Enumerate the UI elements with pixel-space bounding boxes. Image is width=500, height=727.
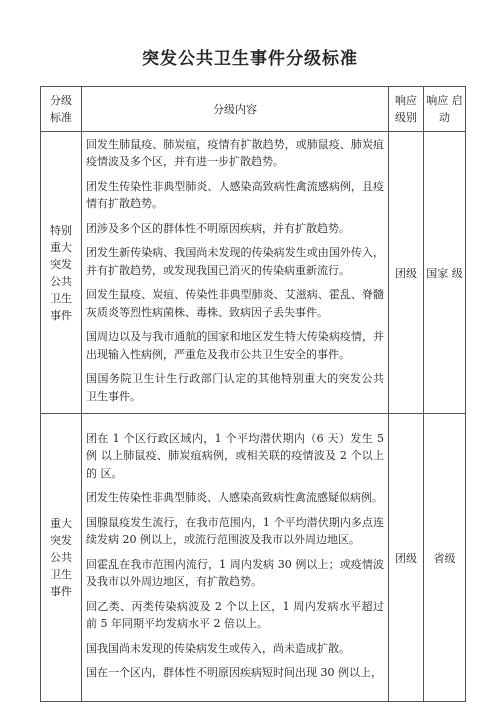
category-cell: 特别 重大 突发 公共 卫生 事件: [41, 132, 82, 414]
header-activation: 响应 启 动: [424, 87, 466, 132]
activation-level-cell: 省级: [424, 414, 466, 702]
criterion-item: 国腺鼠疫发生流行，在我市范围内，1 个平均潜伏期内多点连 续发病 20 例以上，或流行范围波及我市以外周边地区。: [86, 515, 384, 546]
response-grade-cell: 团级: [389, 414, 424, 702]
header-content: 分级内容: [82, 87, 389, 132]
criterion-item: 团涉及多个区的群体性不明原因疾病，并有扩散趋势。: [86, 221, 350, 235]
criterion-item: 回发生肺鼠疫、肺炭疽，疫情有扩散趋势，或肺鼠疫、肺炭疽 疫情波及多个区，并有进一步扩散趋势。: [86, 137, 384, 169]
criterion-item: 团发生新传染病、我国尚未发现的传染病发生或由国外传入，并有扩散趋势，或发现我国已消灭的传染病重新流行。: [86, 246, 384, 277]
criterion-item: 回霍乱在我市范围内流行，1 周内发病 30 例以上；或疫情波及我市以外周边地区，有扩散趋势。: [86, 557, 384, 588]
criterion-item: 国周边以及与我市通航的国家和地区发生特大传染病疫情，并出现输入性病例，严重危及我市公共卫生安全的事件。: [86, 330, 384, 361]
content-cell: [82, 414, 389, 702]
criterion-item: 团发生传染性非典型肺炎、人感染高致病性禽流感疑似病例。: [86, 491, 383, 504]
table-header-row: [41, 87, 466, 132]
table-row: [41, 414, 466, 702]
criterion-item: 团发生传染性非典型肺炎、人感染高致病性禽流感病例，且疫 情有扩散趋势。: [86, 179, 384, 211]
page-title: 突发公共卫生事件分级标准: [142, 49, 358, 69]
grading-table: [40, 86, 466, 702]
activation-level-cell: 国家 级: [424, 132, 466, 414]
table-row: [41, 132, 466, 414]
criterion-item: 团在 1 个区行政区域内，1 个平均潜伏期内（6 天）发生 5 例 以上肺鼠疫、肺炭疽病例，或相关联的疫情波及 2 个以上的 区。: [86, 431, 384, 480]
category-cell: 重大 突发 公共 卫生 事件: [41, 414, 82, 702]
criterion-item: 国在一个区内，群体性不明原因疾病短时间出现 30 例以上，: [86, 666, 382, 679]
criterion-item: 国国务院卫生计生行政部门认定的其他特别重大的突发公共 卫生事件。: [86, 372, 384, 403]
header-response-grade: 响应 级别: [389, 87, 424, 132]
header-category: 分级 标准: [41, 87, 82, 132]
response-grade-cell: 团级: [389, 132, 424, 414]
criterion-item: 回发生鼠疫、炭疽、传染性非典型肺炎、艾滋病、霍乱、脊髓 灰质炎等烈性病菌株、毒株、致病因子丢失事件。: [86, 288, 384, 319]
criterion-item: 国我国尚未发现的传染病发生或传入，尚未造成扩散。: [86, 641, 350, 655]
criterion-item: 回乙类、丙类传染病波及 2 个以上区，1 周内发病水平超过前 5 年同期平均发病水平 2 倍以上。: [86, 599, 384, 630]
content-cell: [82, 132, 389, 414]
